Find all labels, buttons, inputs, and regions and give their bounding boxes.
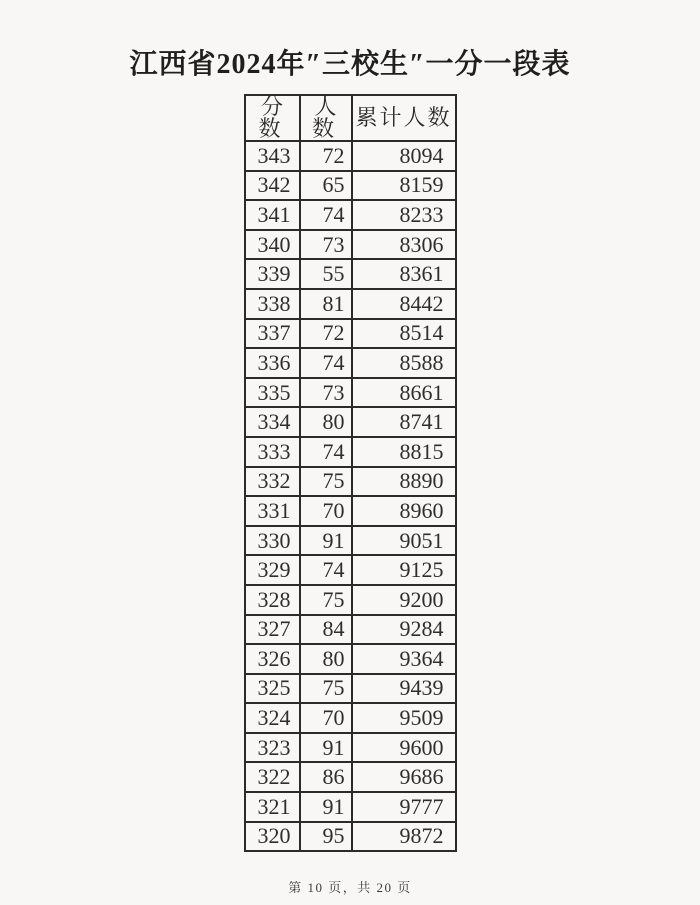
table-row (245, 615, 456, 645)
table-body (245, 141, 456, 851)
count-cell: 55 (300, 259, 352, 289)
table-row (245, 674, 456, 704)
count-cell: 70 (300, 703, 352, 733)
count-cell: 86 (300, 762, 352, 792)
cumulative-count-cell: 9509 (352, 703, 456, 733)
count-cell: 73 (300, 378, 352, 408)
count-cell: 74 (300, 437, 352, 467)
score-cell: 323 (245, 733, 300, 763)
table-row (245, 171, 456, 201)
score-cell: 327 (245, 615, 300, 645)
score-cell: 337 (245, 319, 300, 349)
header-cumulative-count: 累计人数 (352, 95, 456, 141)
table-row (245, 437, 456, 467)
cumulative-count-cell: 9125 (352, 555, 456, 585)
cumulative-count-cell: 8815 (352, 437, 456, 467)
table-row (245, 585, 456, 615)
score-cell: 341 (245, 200, 300, 230)
count-cell: 74 (300, 555, 352, 585)
score-cell: 320 (245, 822, 300, 852)
count-cell: 74 (300, 348, 352, 378)
table-row (245, 467, 456, 497)
count-cell: 75 (300, 467, 352, 497)
count-cell: 75 (300, 674, 352, 704)
table-row (245, 644, 456, 674)
cumulative-count-cell: 9600 (352, 733, 456, 763)
score-cell: 330 (245, 526, 300, 556)
cumulative-count-cell: 9439 (352, 674, 456, 704)
table-row (245, 200, 456, 230)
cumulative-count-cell: 8514 (352, 319, 456, 349)
cumulative-count-cell: 9284 (352, 615, 456, 645)
table-row (245, 259, 456, 289)
count-cell: 72 (300, 141, 352, 171)
count-cell: 75 (300, 585, 352, 615)
table-row (245, 319, 456, 349)
cumulative-count-cell: 9872 (352, 822, 456, 852)
score-cell: 338 (245, 289, 300, 319)
table-row (245, 378, 456, 408)
score-cell: 340 (245, 230, 300, 260)
count-cell: 73 (300, 230, 352, 260)
count-cell: 72 (300, 319, 352, 349)
table-row (245, 762, 456, 792)
score-distribution-table (244, 94, 457, 852)
cumulative-count-cell: 9686 (352, 762, 456, 792)
score-cell: 325 (245, 674, 300, 704)
cumulative-count-cell: 8159 (352, 171, 456, 201)
count-cell: 81 (300, 289, 352, 319)
score-cell: 322 (245, 762, 300, 792)
cumulative-count-cell: 9777 (352, 792, 456, 822)
score-cell: 326 (245, 644, 300, 674)
table-row (245, 407, 456, 437)
score-cell: 324 (245, 703, 300, 733)
cumulative-count-cell: 8890 (352, 467, 456, 497)
count-cell: 80 (300, 644, 352, 674)
cumulative-count-cell: 9364 (352, 644, 456, 674)
page-title: 江西省2024年″三校生″一分一段表 (129, 49, 571, 80)
score-cell: 335 (245, 378, 300, 408)
score-cell: 331 (245, 496, 300, 526)
cumulative-count-cell: 9200 (352, 585, 456, 615)
table-row (245, 230, 456, 260)
table-row (245, 289, 456, 319)
count-cell: 80 (300, 407, 352, 437)
count-cell: 70 (300, 496, 352, 526)
count-cell: 74 (300, 200, 352, 230)
score-cell: 334 (245, 407, 300, 437)
count-cell: 95 (300, 822, 352, 852)
table-row (245, 822, 456, 852)
count-cell: 84 (300, 615, 352, 645)
table-row (245, 555, 456, 585)
score-cell: 336 (245, 348, 300, 378)
count-cell: 91 (300, 526, 352, 556)
header-count: 人数 (300, 95, 352, 141)
cumulative-count-cell: 8361 (352, 259, 456, 289)
score-cell: 342 (245, 171, 300, 201)
header-score: 分数 (245, 95, 300, 141)
cumulative-count-cell: 9051 (352, 526, 456, 556)
table-row (245, 526, 456, 556)
score-cell: 329 (245, 555, 300, 585)
cumulative-count-cell: 8306 (352, 230, 456, 260)
table-row (245, 348, 456, 378)
cumulative-count-cell: 8442 (352, 289, 456, 319)
table-row (245, 496, 456, 526)
cumulative-count-cell: 8588 (352, 348, 456, 378)
cumulative-count-cell: 8741 (352, 407, 456, 437)
table-row (245, 141, 456, 171)
score-cell: 321 (245, 792, 300, 822)
table-row (245, 792, 456, 822)
cumulative-count-cell: 8661 (352, 378, 456, 408)
score-cell: 333 (245, 437, 300, 467)
score-cell: 343 (245, 141, 300, 171)
score-cell: 328 (245, 585, 300, 615)
score-cell: 339 (245, 259, 300, 289)
page-number-footer: 第 10 页，共 20 页 (288, 880, 412, 896)
table-header-row (245, 95, 456, 141)
cumulative-count-cell: 8094 (352, 141, 456, 171)
count-cell: 91 (300, 733, 352, 763)
table-row (245, 733, 456, 763)
table-row (245, 703, 456, 733)
cumulative-count-cell: 8233 (352, 200, 456, 230)
count-cell: 65 (300, 171, 352, 201)
count-cell: 91 (300, 792, 352, 822)
score-cell: 332 (245, 467, 300, 497)
cumulative-count-cell: 8960 (352, 496, 456, 526)
